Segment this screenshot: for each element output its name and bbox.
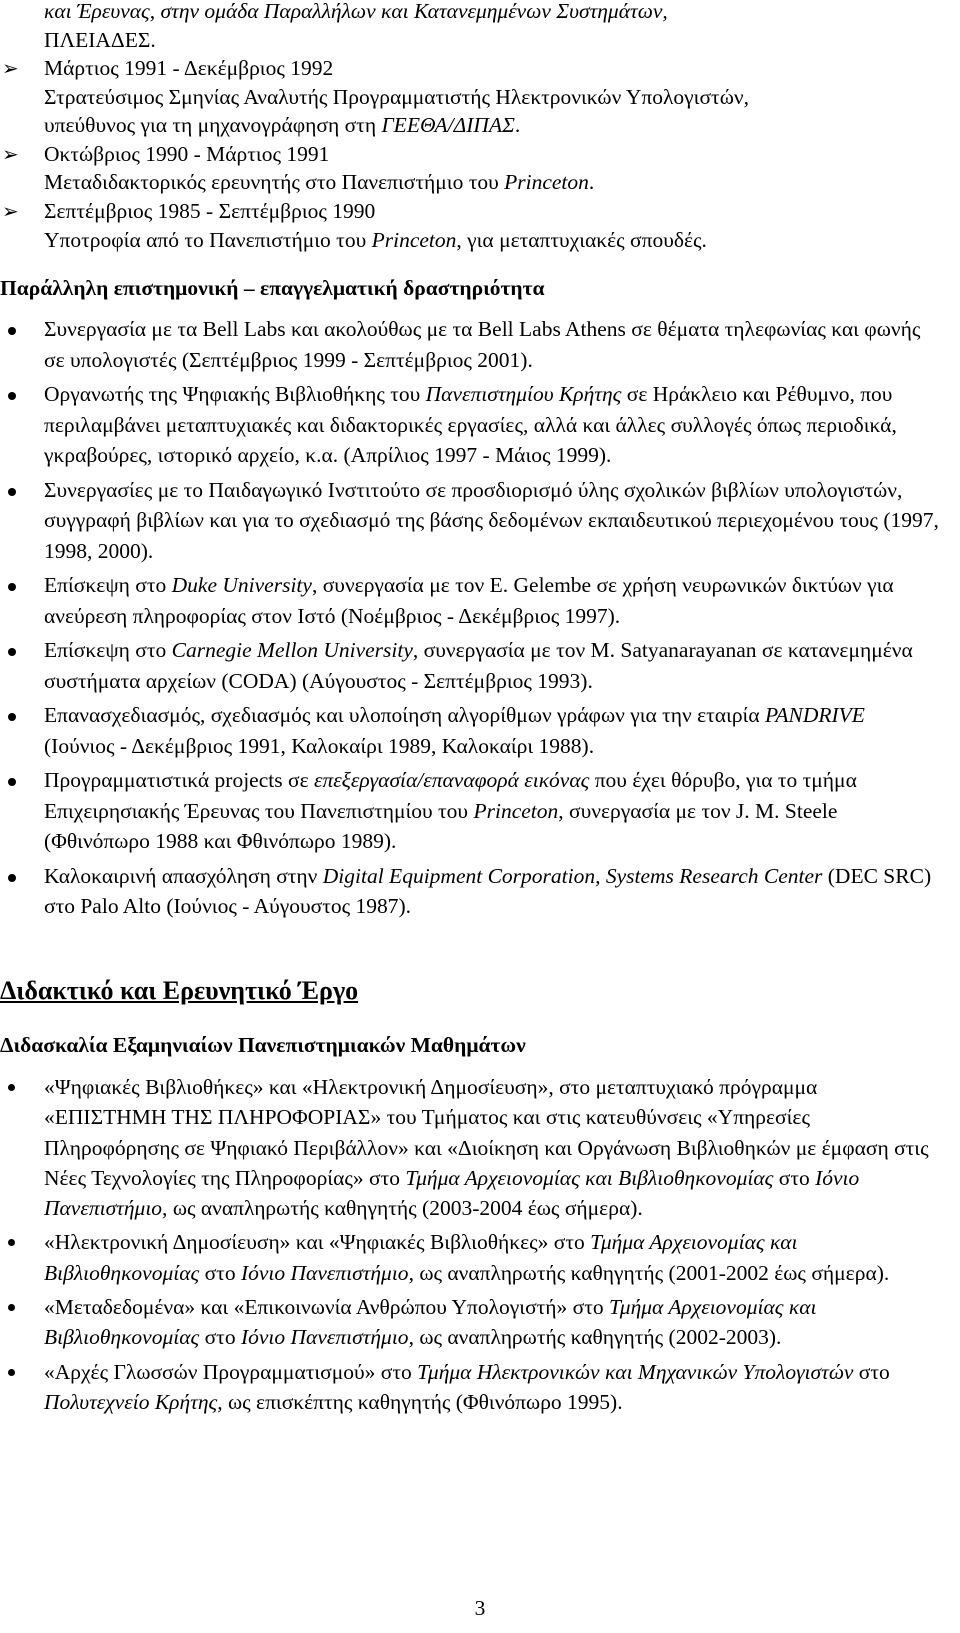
list-item: «Αρχές Γλωσσών Προγραμματισμού» στο Τμήμα Ηλεκτρονικών και Μηχανικών Υπολογιστών στο Πολυτεχνείο Κρήτης, ως επισκέπτης καθηγητής (Φθινόπωρο 1995). — [0, 1357, 960, 1418]
list-item: «Ψηφιακές Βιβλιοθήκες» και «Ηλεκτρονική Δημοσίευση», στο μεταπτυχιακό πρόγραμμα «ΕΠΙΣΤΗΜΗ ΤΗΣ ΠΛΗΡΟΦΟΡΙΑΣ» του Τμήματος και στις κατευθύνσεις «Υπηρεσίες Πληροφόρησης σε Ψηφιακό Περιβάλλον» και «Διοίκηση και Οργάνωση Βιβλιοθηκών με έμφαση στις Νέες Τεχνολογίες της Πληροφορίας» στο Τμήμα Αρχειονομίας και Βιβλιοθηκονομίας στο Ιόνιο Πανεπιστήμιο, ως αναπληρωτής καθηγητής (2003-2004 έως σήμερα). — [0, 1072, 960, 1223]
list-item: Συνεργασία με τα Bell Labs και ακολούθως με τα Bell Labs Athens σε θέματα τηλεφωνίας και φωνής σε υπολογιστές (Σεπτέμβριος 1999 - Σεπτέμβριος 2001). — [0, 314, 960, 375]
bullet-icon — [8, 1369, 15, 1376]
list-item: «Ηλεκτρονική Δημοσίευση» και «Ψηφιακές Βιβλιοθήκες» στο Τμήμα Αρχειονομίας και Βιβλιοθηκονομίας στο Ιόνιο Πανεπιστήμιο, ως αναπληρωτής καθηγητής (2001-2002 έως σήμερα). — [0, 1227, 960, 1288]
section-title: Διδακτικό και Ερευνητικό Έργο — [0, 976, 359, 1005]
arrow-list — [0, 54, 960, 254]
arrow-bullet-icon: ➢ — [2, 56, 19, 80]
arrow-bullet-icon: ➢ — [2, 141, 19, 166]
parallel-activity-list — [0, 314, 960, 926]
bullet-icon — [8, 392, 16, 400]
arrow-item: ➢ Οκτώβριος 1990 - Μάρτιος 1991 Μεταδιδακτορικός ερευνητής στο Πανεπιστήμιο του Princeton. — [2, 141, 595, 195]
bullet-icon — [8, 327, 16, 335]
bullet-icon — [8, 648, 16, 656]
bullet-icon — [8, 488, 16, 496]
teaching-list — [0, 1072, 960, 1421]
bullet-icon — [8, 1304, 15, 1311]
list-item: Επανασχεδιασμός, σχεδιασμός και υλοποίηση αλγορίθμων γράφων για την εταιρία PANDRIVE (Ιούνιος - Δεκέμβριος 1991, Καλοκαίρι 1989, Καλοκαίρι 1988). — [0, 700, 960, 761]
bullet-icon — [8, 1084, 15, 1091]
intro-line-1: και Έρευνας, στην ομάδα Παραλλήλων και Κατανεμημένων Συστημάτων, — [44, 0, 668, 23]
arrow-item: ➢ Σεπτέμβριος 1985 - Σεπτέμβριος 1990 Υποτροφία από το Πανεπιστήμιο του Princeton, για μεταπτυχιακές σπουδές. — [2, 198, 707, 252]
page-number: 3 — [474, 1596, 486, 1620]
bullet-icon — [8, 713, 16, 721]
arrow-item: ➢ Μάρτιος 1991 - Δεκέμβριος 1992 Στρατεύσιμος Σμηνίας Αναλυτής Προγραμματιστής Ηλεκτρονικών Υπολογιστών, υπεύθυνος για τη μηχανογράφηση στη ΓΕΕΘΑ/ΔΙΠΑΣ. — [2, 56, 749, 138]
parallel-activity-heading: Παράλληλη επιστημονική – επαγγελματική δραστηριότητα — [0, 276, 545, 300]
bullet-icon — [8, 874, 16, 882]
list-item: Προγραμματιστικά projects σε επεξεργασία/επαναφορά εικόνας που έχει θόρυβο, για το τμήμα Επιχειρησιακής Έρευνας του Πανεπιστημίου του Princeton, συνεργασία με τον J. M. Steele (Φθινόπωρο 1988 και Φθινόπωρο 1989). — [0, 765, 960, 857]
list-item: Οργανωτής της Ψηφιακής Βιβλιοθήκης του Πανεπιστημίου Κρήτης σε Ηράκλειο και Ρέθυμνο, που περιλαμβάνει μεταπτυχιακές και διδακτορικές εργασίες, αλλά και άλλες συλλογές όπως περιοδικά, γκραβούρες, ιστορικό αρχείο, κ.α. (Απρίλιος 1997 - Μάιος 1999). — [0, 379, 960, 471]
bullet-icon — [8, 1239, 15, 1246]
bullet-icon — [8, 778, 16, 786]
list-item: Καλοκαιρινή απασχόληση στην Digital Equipment Corporation, Systems Research Center (DEC SRC) στο Palo Alto (Ιούνιος - Αύγουστος 1987). — [0, 861, 960, 922]
list-item: Επίσκεψη στο Duke University, συνεργασία με τον E. Gelembe σε χρήση νευρωνικών δικτύων για ανεύρεση πληροφορίας στον Ιστό (Νοέμβριος - Δεκέμβριος 1997). — [0, 570, 960, 631]
intro-line-2: ΠΛΕΙΑΔΕΣ. — [44, 27, 156, 52]
list-item: Επίσκεψη στο Carnegie Mellon University, συνεργασία με τον M. Satyanarayanan σε κατανεμημένα συστήματα αρχείων (CODA) (Αύγουστος - Σεπτέμβριος 1993). — [0, 635, 960, 696]
arrow-bullet-icon: ➢ — [2, 198, 19, 223]
bullet-icon — [8, 583, 16, 591]
list-item: Συνεργασίες με το Παιδαγωγικό Ινστιτούτο σε προσδιορισμό ύλης σχολικών βιβλίων υπολογιστών, συγγραφή βιβλίων και για το σχεδιασμό της βάσης δεδομένων εκπαιδευτικού περιεχομένου τους (1997, 1998, 2000). — [0, 475, 960, 567]
intro-continuation — [0, 0, 668, 54]
section-subtitle: Διδασκαλία Εξαμηνιαίων Πανεπιστημιακών Μαθημάτων — [0, 1033, 526, 1057]
list-item: «Μεταδεδομένα» και «Επικοινωνία Ανθρώπου Υπολογιστή» στο Τμήμα Αρχειονομίας και Βιβλιοθηκονομίας στο Ιόνιο Πανεπιστήμιο, ως αναπληρωτής καθηγητής (2002-2003). — [0, 1292, 960, 1353]
